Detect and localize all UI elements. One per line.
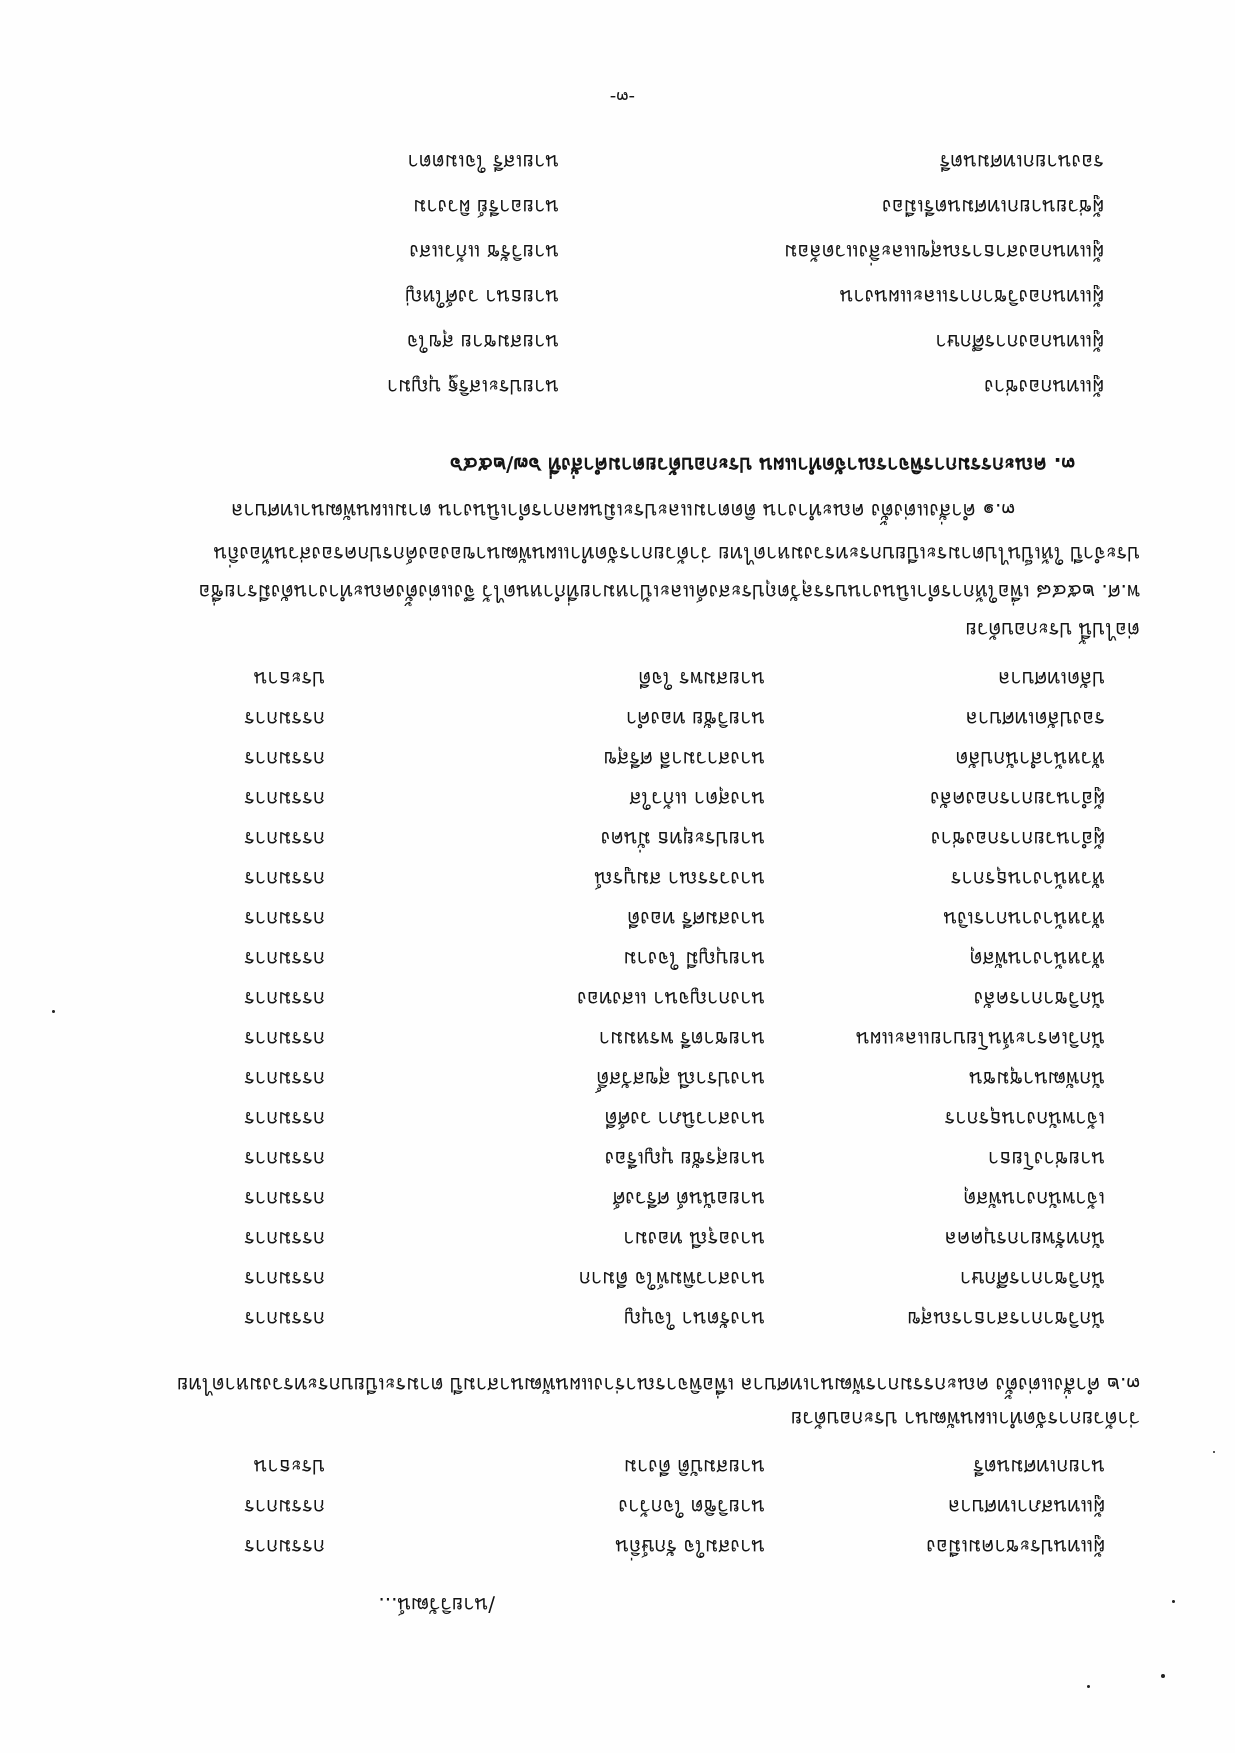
paragraph-line: ประจำปี ให้เป็นไปตามระเบียบกระทรวงมหาดไทย ว่าด้วยการจัดทำแผนพัฒนาขององค์กรปกครองส่วนท้องถิ่น bbox=[213, 542, 1140, 566]
scan-speck bbox=[1161, 1674, 1165, 1678]
position-cell: กรรมการ bbox=[244, 1107, 325, 1131]
table-row bbox=[105, 1453, 1105, 1483]
role-cell: ปลัดเทศบาล bbox=[998, 667, 1105, 691]
table-row bbox=[105, 1533, 1105, 1563]
table-row bbox=[105, 1065, 1105, 1095]
subsection-heading: ๓.๑ คำสั่งแต่งตั้ง คณะทำงาน ติดตามและประเมินผลการดำเนินงาน ตามแผนพัฒนาเทศบาล bbox=[231, 499, 1015, 523]
position-cell: กรรมการ bbox=[244, 1067, 325, 1091]
name-cell: นางอรุณี ทองมา bbox=[623, 1227, 765, 1251]
name-cell: นายอนันต์ ศรีวงศ์ bbox=[612, 1187, 765, 1211]
name-cell: นางสมศรี ทองดี bbox=[627, 907, 765, 931]
table-row bbox=[105, 825, 1105, 855]
name-cell: นายประยุทธ มั่นคง bbox=[600, 827, 765, 851]
table-row bbox=[105, 985, 1105, 1015]
position-cell: กรรมการ bbox=[244, 1187, 325, 1211]
role-label: ผู้แทนกองช่าง bbox=[984, 375, 1104, 399]
continuation-marker: /นายวิวัฒน์... bbox=[378, 1593, 495, 1617]
table-row bbox=[105, 785, 1105, 815]
scan-speck bbox=[1087, 1685, 1090, 1688]
list-item bbox=[204, 373, 1104, 403]
role-cell: นักวิชาการคลัง bbox=[973, 987, 1105, 1011]
list-item bbox=[204, 283, 1104, 313]
position-cell: ประธาน bbox=[253, 1455, 325, 1479]
table-row bbox=[105, 1025, 1105, 1055]
section-heading: ๓. คณะกรรมการพิจารณาจัดทำแผน ประกอบด้วยตามคำสั่งที่ ๖๗/๒๕๔๖ bbox=[449, 453, 1075, 477]
scan-speck bbox=[1213, 1451, 1215, 1453]
role-label: ผู้แทนกองสาธารณสุขและสิ่งแวดล้อม bbox=[784, 240, 1104, 264]
subsection-heading: ๓.๒ คำสั่งแต่งตั้ง คณะกรรมการพัฒนาเทศบาล เพื่อพิจารณาร่างแผนพัฒนาสามปี ตามระเบียบกระทรวงมหาดไทย bbox=[176, 1373, 1140, 1397]
name-cell: นางสาวพิมพ์ใจ ดีมาก bbox=[578, 1267, 765, 1291]
table-row bbox=[105, 745, 1105, 775]
name-cell: นายวิชิต ใจกว้าง bbox=[618, 1495, 765, 1519]
position-cell: กรรมการ bbox=[244, 1227, 325, 1251]
name-label: นายอารีย์ ผิวงาม bbox=[413, 195, 559, 219]
position-cell: กรรมการ bbox=[244, 947, 325, 971]
position-cell: กรรมการ bbox=[244, 867, 325, 891]
position-cell: กรรมการ bbox=[244, 787, 325, 811]
name-label: นายวิรัช แก้วแสง bbox=[409, 240, 559, 264]
role-label: ผู้แทนกองการศึกษา bbox=[935, 330, 1104, 354]
position-cell: ประธาน bbox=[253, 667, 325, 691]
role-cell: นายกเทศมนตรี bbox=[972, 1455, 1105, 1479]
role-cell: หัวหน้างานธุรการ bbox=[950, 867, 1105, 891]
name-cell: นางสุดา แก้วใส bbox=[629, 787, 765, 811]
table-row bbox=[105, 1265, 1105, 1295]
name-cell: นายสุรชัย บุญเรือง bbox=[604, 1147, 765, 1171]
scan-speck bbox=[1172, 1600, 1175, 1603]
name-cell: นายสมพร ใจดี bbox=[638, 667, 765, 691]
role-cell: หัวหน้าสำนักปลัด bbox=[955, 747, 1105, 771]
role-cell: หัวหน้างานการเงิน bbox=[943, 907, 1105, 931]
list-item bbox=[204, 193, 1104, 223]
position-cell: กรรมการ bbox=[244, 1027, 325, 1051]
role-cell: นักทรัพยากรบุคคล bbox=[944, 1227, 1105, 1251]
table-row bbox=[105, 905, 1105, 935]
name-cell: นางปราณี สุขสวัสดิ์ bbox=[596, 1067, 765, 1091]
position-cell: กรรมการ bbox=[244, 1267, 325, 1291]
paragraph-line: ต่อไปนี้ ประกอบด้วย bbox=[965, 618, 1140, 642]
position-cell: กรรมการ bbox=[244, 1307, 325, 1331]
position-cell: กรรมการ bbox=[244, 1495, 325, 1519]
table-row bbox=[105, 865, 1105, 895]
name-cell: นายสมบัติ ดีงาม bbox=[623, 1455, 765, 1479]
name-cell: นายวิชัย ทองคำ bbox=[625, 707, 765, 731]
name-label: นายธนา วงศ์ใหญ่ bbox=[405, 285, 559, 309]
table-row bbox=[105, 705, 1105, 735]
name-cell: นางสาวนิภา วงศ์ดี bbox=[604, 1107, 765, 1131]
position-cell: กรรมการ bbox=[244, 1535, 325, 1559]
role-cell: ผู้แทนประชาคมเมือง bbox=[926, 1535, 1105, 1559]
position-cell: กรรมการ bbox=[244, 907, 325, 931]
paragraph-line: พ.ศ. ๒๕๔๘ เพื่อให้การดำเนินงานบรรลุวัตถุประสงค์และเป้าหมายที่กำหนดไว้ จึงแต่งตั้งคณะทำงานดังมีรายชื่อ bbox=[198, 580, 1140, 604]
table-row bbox=[105, 1305, 1105, 1335]
table-row bbox=[105, 1493, 1105, 1523]
name-label: นายประเสริฐ บุญมา bbox=[386, 375, 559, 399]
position-cell: กรรมการ bbox=[244, 827, 325, 851]
table-row bbox=[105, 1185, 1105, 1215]
table-row bbox=[105, 1145, 1105, 1175]
role-label: ผู้ช่วยนายกเทศมนตรีเมือง bbox=[881, 195, 1104, 219]
role-cell: เจ้าพนักงานพัสดุ bbox=[963, 1187, 1105, 1211]
role-cell: ผู้อำนวยการกองช่าง bbox=[930, 827, 1105, 851]
scan-speck bbox=[52, 1010, 55, 1013]
name-cell: นางสมใจ รักษ์ถิ่น bbox=[615, 1535, 765, 1559]
position-cell: กรรมการ bbox=[244, 707, 325, 731]
role-cell: ผู้แทนสภาเทศบาล bbox=[948, 1495, 1105, 1519]
role-cell: นักพัฒนาชุมชน bbox=[969, 1067, 1105, 1091]
role-cell: นักวิเคราะห์นโยบายและแผน bbox=[855, 1027, 1105, 1051]
name-label: นายสมชาย สุขใจ bbox=[406, 330, 559, 354]
name-cell: นางรัตนา ใจบุญ bbox=[624, 1307, 765, 1331]
position-cell: กรรมการ bbox=[244, 987, 325, 1011]
role-cell: รองปลัดเทศบาล bbox=[965, 707, 1105, 731]
name-cell: นายบุญมี ใจงาม bbox=[623, 947, 765, 971]
paragraph-line: ว่าด้วยการจัดทำแผนพัฒนา ประกอบด้วย bbox=[790, 1407, 1140, 1431]
role-cell: นายช่างโยธา bbox=[987, 1147, 1105, 1171]
list-item bbox=[204, 238, 1104, 268]
role-cell: ผู้อำนวยการกองคลัง bbox=[930, 787, 1105, 811]
name-cell: นายชาตรี พรหมมา bbox=[598, 1027, 765, 1051]
name-cell: นางวรรณา สมบูรณ์ bbox=[594, 867, 765, 891]
page-number: -๓- bbox=[609, 87, 635, 108]
list-item bbox=[204, 328, 1104, 358]
role-cell: เจ้าพนักงานธุรการ bbox=[944, 1107, 1105, 1131]
role-cell: นักวิชาการสาธารณสุข bbox=[907, 1307, 1105, 1331]
table-row bbox=[105, 1105, 1105, 1135]
role-label: รองนายกเทศมนตรี bbox=[939, 150, 1104, 174]
role-cell: นักวิชาการศึกษา bbox=[959, 1267, 1105, 1291]
name-cell: นางสาวมาลี ศรีสุข bbox=[603, 747, 765, 771]
table-row bbox=[105, 1225, 1105, 1255]
role-label: ผู้แทนกองวิชาการและแผนงาน bbox=[839, 285, 1104, 309]
role-cell: หัวหน้างานพัสดุ bbox=[969, 947, 1105, 971]
table-row bbox=[105, 945, 1105, 975]
name-cell: นางกาญจนา แสงทอง bbox=[577, 987, 765, 1011]
table-row bbox=[105, 665, 1105, 695]
list-item bbox=[204, 148, 1104, 178]
position-cell: กรรมการ bbox=[244, 747, 325, 771]
name-label: นายเสรี ใจเมตตา bbox=[407, 150, 559, 174]
position-cell: กรรมการ bbox=[244, 1147, 325, 1171]
